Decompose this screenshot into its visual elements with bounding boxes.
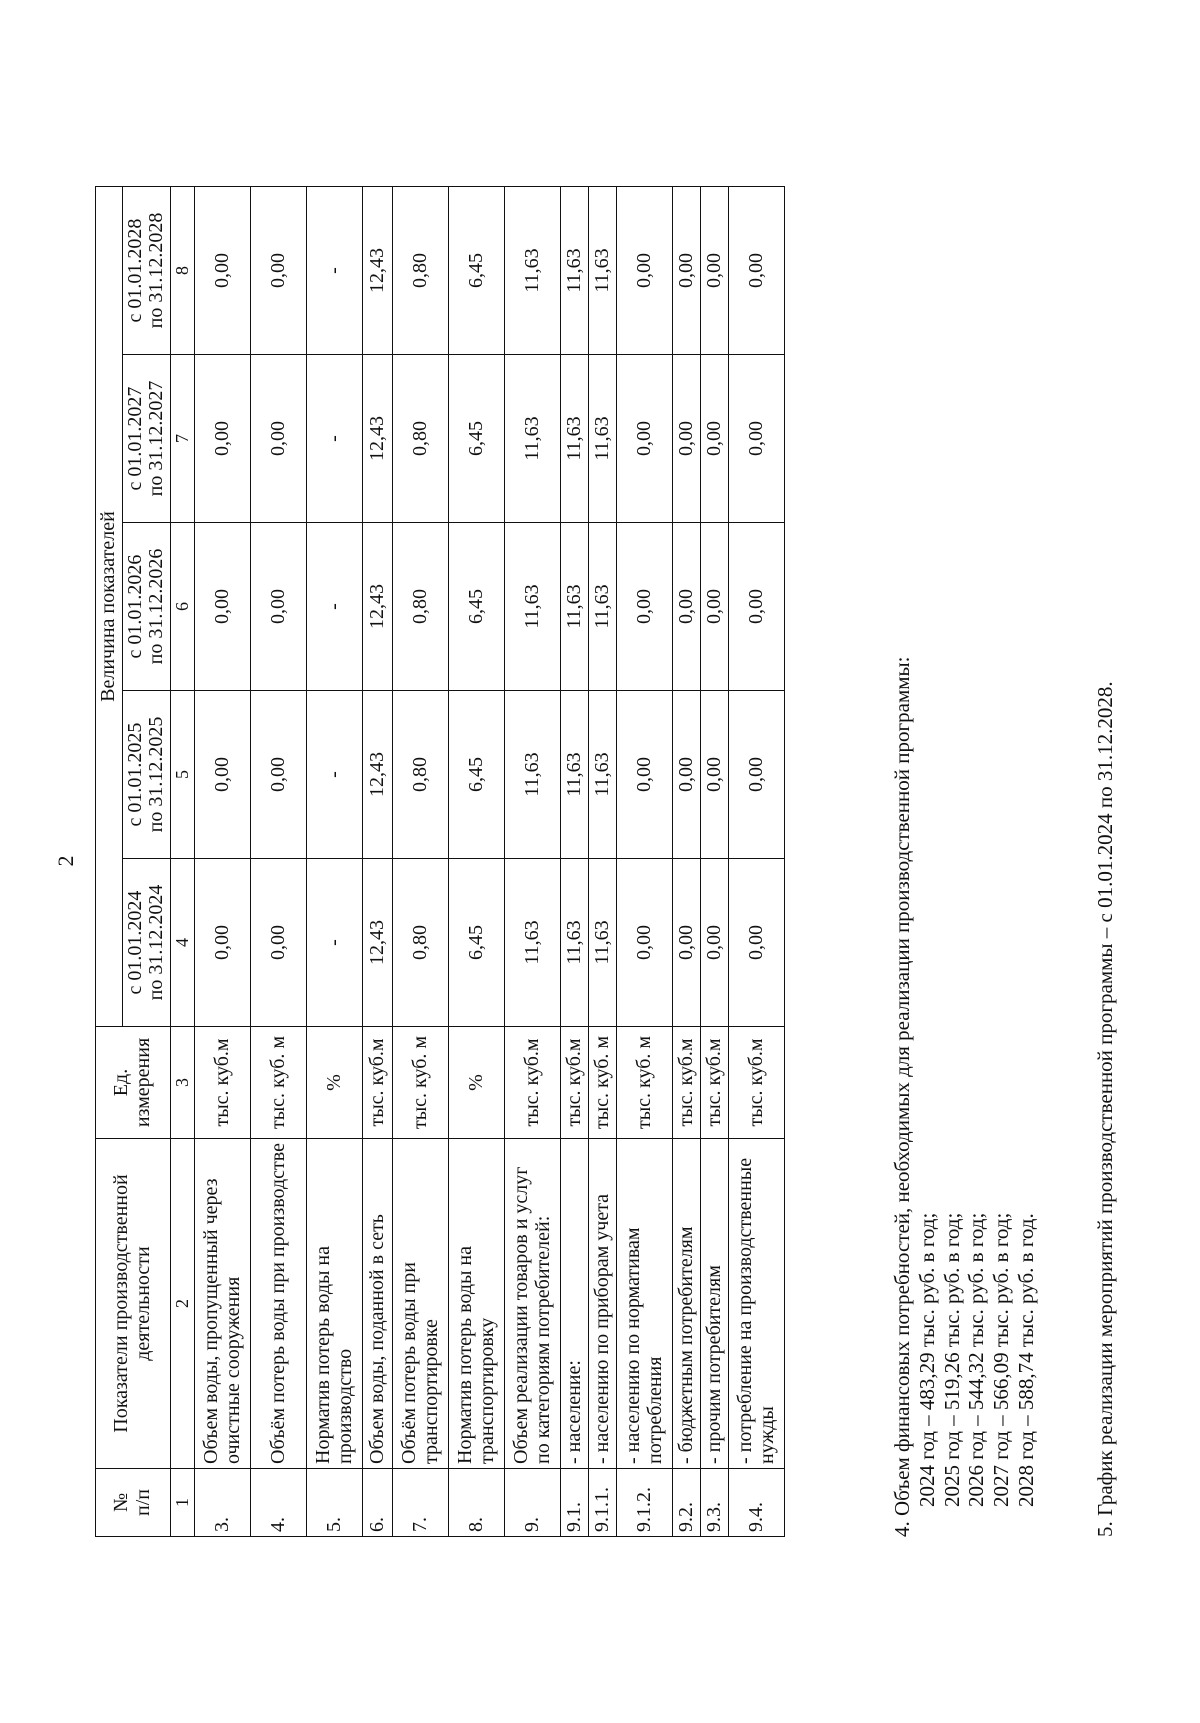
- row-number: 9.1.1.: [589, 1469, 617, 1537]
- row-unit: тыс. куб.м: [195, 1027, 251, 1139]
- table-row: [363, 187, 393, 1537]
- row-value: 0,00: [673, 859, 701, 1027]
- row-unit: тыс. куб.м: [363, 1027, 393, 1139]
- indicators-table: [95, 186, 785, 1537]
- row-indicator: - прочим потребителям: [701, 1139, 729, 1469]
- column-index: 2: [170, 1139, 194, 1469]
- row-value: 0,00: [729, 691, 785, 859]
- row-value: 11,63: [589, 691, 617, 859]
- financial-needs-list: [915, 657, 1039, 1537]
- column-index: 3: [170, 1027, 194, 1139]
- row-value: 11,63: [589, 355, 617, 523]
- row-value: -: [307, 691, 363, 859]
- row-value: 0,00: [729, 187, 785, 355]
- header-period: с 01.01.2024 по 31.12.2024: [122, 859, 170, 1027]
- table-row: [449, 187, 505, 1537]
- financial-needs-section: [890, 657, 1039, 1537]
- row-value: -: [307, 859, 363, 1027]
- column-index: 8: [170, 187, 194, 355]
- row-unit: тыс. куб.м: [701, 1027, 729, 1139]
- row-value: 0,00: [673, 523, 701, 691]
- row-value: 11,63: [561, 187, 589, 355]
- list-item: 2027 год – 566,09 тыс. руб. в год;: [989, 1212, 1014, 1507]
- row-value: 0,00: [251, 523, 307, 691]
- list-item: 2024 год – 483,29 тыс. руб. в год;: [914, 1212, 939, 1507]
- row-number: 9.4.: [729, 1469, 785, 1537]
- row-indicator: - потребление на производственные нужды: [729, 1139, 785, 1469]
- row-value: 12,43: [363, 187, 393, 355]
- row-value: 0,00: [701, 523, 729, 691]
- row-unit: %: [449, 1027, 505, 1139]
- row-value: 0,80: [393, 187, 449, 355]
- column-index: 7: [170, 355, 194, 523]
- row-value: -: [307, 187, 363, 355]
- row-number: 9.3.: [701, 1469, 729, 1537]
- row-value: 0,00: [701, 859, 729, 1027]
- row-unit: тыс. куб. м: [589, 1027, 617, 1139]
- row-indicator: - население:: [561, 1139, 589, 1469]
- row-value: 6,45: [449, 523, 505, 691]
- row-indicator: Объём потерь воды при транспортировке: [393, 1139, 449, 1469]
- row-value: 0,00: [673, 187, 701, 355]
- row-value: 0,00: [195, 691, 251, 859]
- row-number: 9.1.: [561, 1469, 589, 1537]
- row-number: 3.: [195, 1469, 251, 1537]
- column-index-row: [170, 187, 194, 1537]
- table-row: [729, 187, 785, 1537]
- row-value: 11,63: [505, 523, 561, 691]
- row-unit: тыс. куб.м: [729, 1027, 785, 1139]
- row-value: 12,43: [363, 523, 393, 691]
- row-value: 0,00: [195, 523, 251, 691]
- table-row: [589, 187, 617, 1537]
- row-number: 9.2.: [673, 1469, 701, 1537]
- rotated-page: [35, 41, 1165, 1681]
- header-row: [96, 187, 123, 1537]
- row-value: -: [307, 523, 363, 691]
- row-value: 6,45: [449, 355, 505, 523]
- row-value: 0,00: [673, 691, 701, 859]
- row-value: 11,63: [589, 523, 617, 691]
- table-row: [505, 187, 561, 1537]
- row-unit: тыс. куб.м: [561, 1027, 589, 1139]
- row-value: 0,00: [701, 691, 729, 859]
- row-value: 11,63: [589, 187, 617, 355]
- row-value: 12,43: [363, 691, 393, 859]
- row-indicator: Объем реализации товаров и услуг по категориям потребителей:: [505, 1139, 561, 1469]
- row-value: 0,00: [617, 187, 673, 355]
- row-number: 5.: [307, 1469, 363, 1537]
- row-indicator: Объём потерь воды при производстве: [251, 1139, 307, 1469]
- row-value: 11,63: [505, 691, 561, 859]
- row-unit: тыс. куб. м: [393, 1027, 449, 1139]
- row-value: 6,45: [449, 691, 505, 859]
- row-number: 9.: [505, 1469, 561, 1537]
- row-value: 0,00: [251, 691, 307, 859]
- row-value: 0,00: [195, 187, 251, 355]
- row-value: 0,80: [393, 523, 449, 691]
- row-unit: тыс. куб.м: [505, 1027, 561, 1139]
- table-row: [251, 187, 307, 1537]
- header-unit: Ед. измерения: [96, 1027, 171, 1139]
- header-num: № п/п: [96, 1469, 171, 1537]
- row-value: 0,80: [393, 859, 449, 1027]
- row-value: 6,45: [449, 187, 505, 355]
- table-row: [617, 187, 673, 1537]
- column-index: 4: [170, 859, 194, 1027]
- header-period: с 01.01.2025 по 31.12.2025: [122, 691, 170, 859]
- row-number: 9.1.2.: [617, 1469, 673, 1537]
- row-value: 11,63: [561, 523, 589, 691]
- row-unit: %: [307, 1027, 363, 1139]
- list-item: 2028 год – 588,74 тыс. руб. в год.: [1013, 1213, 1038, 1507]
- row-value: 0,00: [729, 523, 785, 691]
- table-row: [195, 187, 251, 1537]
- row-value: 0,80: [393, 355, 449, 523]
- header-period: с 01.01.2028 по 31.12.2028: [122, 187, 170, 355]
- row-value: 0,00: [729, 859, 785, 1027]
- table-row: [561, 187, 589, 1537]
- row-value: 0,00: [701, 355, 729, 523]
- row-indicator: Норматив потерь воды на производство: [307, 1139, 363, 1469]
- row-indicator: - населению по нормативам потребления: [617, 1139, 673, 1469]
- table-row: [307, 187, 363, 1537]
- row-indicator: Объем воды, пропущенный через очистные сооружения: [195, 1139, 251, 1469]
- row-value: 0,00: [195, 355, 251, 523]
- row-indicator: - бюджетным потребителям: [673, 1139, 701, 1469]
- row-value: 11,63: [505, 187, 561, 355]
- row-value: 0,00: [617, 859, 673, 1027]
- row-indicator: Объем воды, поданной в сеть: [363, 1139, 393, 1469]
- row-value: 0,00: [251, 859, 307, 1027]
- row-number: 7.: [393, 1469, 449, 1537]
- table-row: [393, 187, 449, 1537]
- row-unit: тыс. куб.м: [673, 1027, 701, 1139]
- table-row: [673, 187, 701, 1537]
- header-period: с 01.01.2026 по 31.12.2026: [122, 523, 170, 691]
- header-values-group: Величина показателей: [96, 187, 123, 1027]
- row-value: 0,00: [673, 355, 701, 523]
- row-value: 12,43: [363, 355, 393, 523]
- row-value: 0,80: [393, 691, 449, 859]
- list-item: 2025 год – 519,26 тыс. руб. в год;: [939, 1212, 964, 1507]
- row-value: 11,63: [505, 859, 561, 1027]
- row-number: 8.: [449, 1469, 505, 1537]
- financial-needs-heading: 4. Объем финансовых потребностей, необходимых для реализации производственной программы:: [890, 656, 914, 1537]
- row-unit: тыс. куб. м: [251, 1027, 307, 1139]
- table-row: [701, 187, 729, 1537]
- list-item: 2026 год – 544,32 тыс. руб. в год;: [964, 1212, 989, 1507]
- table-body: [195, 187, 785, 1537]
- row-indicator: Норматив потерь воды на транспортировку: [449, 1139, 505, 1469]
- row-value: 0,00: [251, 355, 307, 523]
- column-index: 1: [170, 1469, 194, 1537]
- row-value: 11,63: [505, 355, 561, 523]
- schedule-section: 5. График реализации мероприятий производственной программы – с 01.01.2024 по 31.12.2028.: [1093, 681, 1117, 1537]
- row-number: 4.: [251, 1469, 307, 1537]
- row-value: 0,00: [617, 355, 673, 523]
- column-index: 5: [170, 691, 194, 859]
- header-period: с 01.01.2027 по 31.12.2027: [122, 355, 170, 523]
- header-indicator: Показатели производственной деятельности: [96, 1139, 171, 1469]
- row-value: 0,00: [729, 355, 785, 523]
- row-value: 11,63: [589, 859, 617, 1027]
- row-value: 0,00: [617, 691, 673, 859]
- row-value: 0,00: [195, 859, 251, 1027]
- page-number: 2: [53, 855, 78, 867]
- row-value: 12,43: [363, 859, 393, 1027]
- row-value: 0,00: [701, 187, 729, 355]
- row-value: 11,63: [561, 691, 589, 859]
- row-value: 11,63: [561, 859, 589, 1027]
- row-value: -: [307, 355, 363, 523]
- row-value: 11,63: [561, 355, 589, 523]
- row-unit: тыс. куб. м: [617, 1027, 673, 1139]
- row-number: 6.: [363, 1469, 393, 1537]
- row-value: 0,00: [617, 523, 673, 691]
- row-value: 0,00: [251, 187, 307, 355]
- column-index: 6: [170, 523, 194, 691]
- row-indicator: - населению по приборам учета: [589, 1139, 617, 1469]
- row-value: 6,45: [449, 859, 505, 1027]
